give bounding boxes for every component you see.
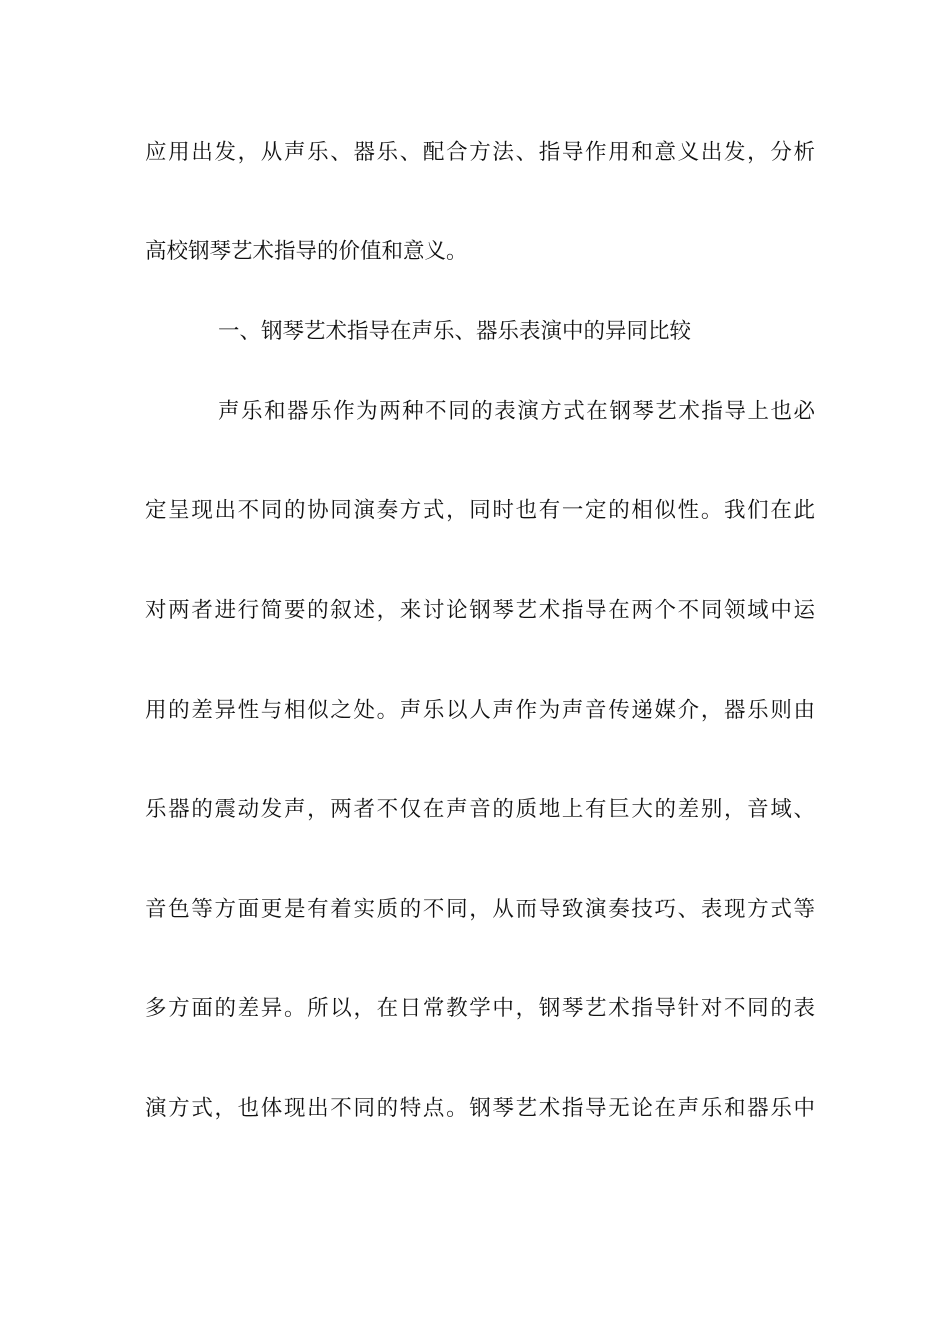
paragraph-line-7: 乐器的震动发声，两者不仅在声音的质地上有巨大的差别，音域、 bbox=[145, 797, 815, 822]
paragraph-line-2: 高校钢琴艺术指导的价值和意义。 bbox=[145, 239, 468, 264]
section-heading: 一、钢琴艺术指导在声乐、器乐表演中的异同比较 bbox=[218, 319, 692, 344]
paragraph-line-8: 音色等方面更是有着实质的不同，从而导致演奏技巧、表现方式等 bbox=[145, 897, 815, 922]
paragraph-line-9: 多方面的差异。所以，在日常教学中，钢琴艺术指导针对不同的表 bbox=[145, 996, 815, 1021]
paragraph-line-1: 应用出发，从声乐、器乐、配合方法、指导作用和意义出发，分析 bbox=[145, 140, 815, 165]
paragraph-line-3: 声乐和器乐作为两种不同的表演方式在钢琴艺术指导上也必 bbox=[218, 399, 815, 424]
paragraph-line-10: 演方式，也体现出不同的特点。钢琴艺术指导无论在声乐和器乐中 bbox=[145, 1096, 815, 1121]
paragraph-line-4: 定呈现出不同的协同演奏方式，同时也有一定的相似性。我们在此 bbox=[145, 498, 815, 523]
paragraph-line-6: 用的差异性与相似之处。声乐以人声作为声音传递媒介，器乐则由 bbox=[145, 698, 815, 723]
paragraph-line-5: 对两者进行简要的叙述，来讨论钢琴艺术指导在两个不同领域中运 bbox=[145, 598, 815, 623]
